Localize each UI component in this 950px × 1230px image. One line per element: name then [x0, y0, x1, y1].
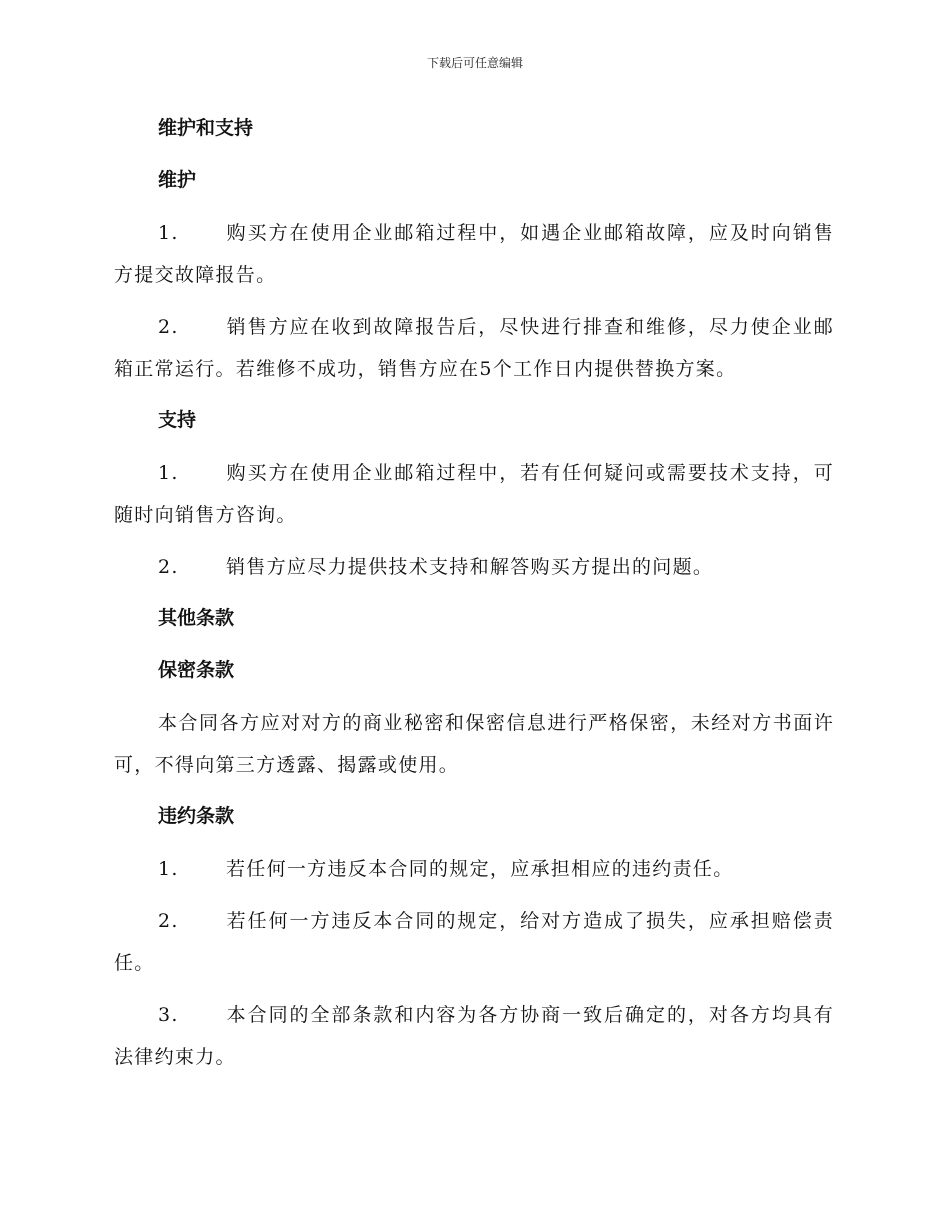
item-text: 若任何一方违反本合同的规定，给对方造成了损失，应承担赔偿责任。: [114, 910, 834, 974]
list-item: [114, 546, 834, 588]
item-text: 若任何一方违反本合同的规定，应承担相应的违约责任。: [226, 858, 734, 880]
list-item: [114, 994, 834, 1078]
heading-confidentiality: 保密条款: [158, 659, 235, 681]
section-title-other-terms: 其他条款: [158, 607, 235, 629]
item-text: 销售方应在收到故障报告后，尽快进行排查和维修，尽力使企业邮箱正常运行。若维修不成功，销售方应在5个工作日内提供替换方案。: [114, 316, 834, 380]
item-number: 3.: [158, 1004, 179, 1026]
confidentiality-paragraph: 本合同各方应对对方的商业秘密和保密信息进行严格保密，未经对方书面许可，不得向第三方透露、揭露或使用。: [114, 712, 834, 776]
item-number: 2.: [158, 316, 179, 338]
list-item: [114, 306, 834, 390]
item-number: 2.: [158, 556, 179, 578]
item-number: 2.: [158, 910, 179, 932]
list-item: [114, 848, 834, 890]
list-item: [114, 452, 834, 536]
heading-maintenance: 维护: [158, 169, 197, 191]
document-body: [114, 108, 834, 1088]
heading-support: 支持: [158, 409, 197, 431]
page-header-note: 下载后可任意编辑: [426, 56, 523, 70]
heading-breach: 违约条款: [158, 805, 235, 827]
item-number: 1.: [158, 462, 179, 484]
list-item: [114, 900, 834, 984]
item-text: 本合同的全部条款和内容为各方协商一致后确定的，对各方均具有法律约束力。: [114, 1004, 834, 1068]
item-text: 购买方在使用企业邮箱过程中，若有任何疑问或需要技术支持，可随时向销售方咨询。: [114, 462, 834, 526]
list-item: [114, 212, 834, 296]
section-title-maintenance-support: 维护和支持: [158, 117, 254, 139]
item-number: 1.: [158, 858, 179, 880]
item-text: 购买方在使用企业邮箱过程中，如遇企业邮箱故障，应及时向销售方提交故障报告。: [114, 222, 834, 286]
item-text: 销售方应尽力提供技术支持和解答购买方提出的问题。: [226, 556, 714, 578]
item-number: 1.: [158, 222, 179, 244]
